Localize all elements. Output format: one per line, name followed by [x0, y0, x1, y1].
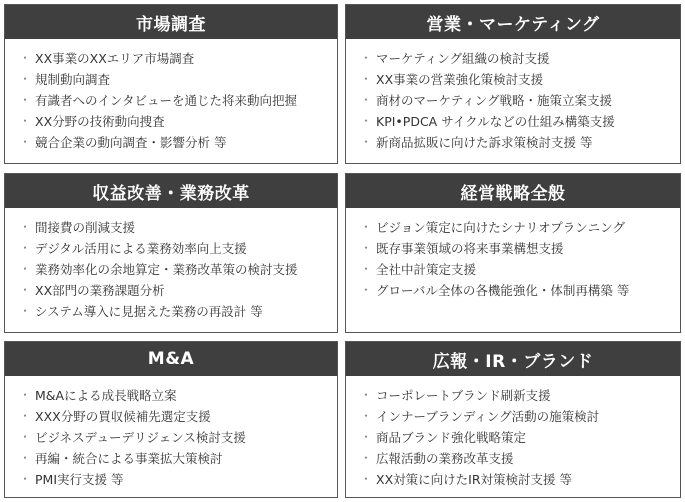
card-profit-improvement	[4, 173, 338, 333]
list-item-text: XX部門の業務課題分析	[35, 283, 165, 298]
bullet-icon: ・	[360, 241, 373, 255]
bullet-icon: ・	[360, 451, 373, 465]
card-pr-ir-brand	[345, 341, 681, 498]
bullet-icon: ・	[360, 262, 373, 276]
bullet-icon: ・	[360, 409, 373, 423]
list-item-text: ビジネスデューデリジェンス検討支援	[35, 430, 246, 445]
bullet-icon: ・	[19, 114, 32, 128]
list-item	[19, 48, 337, 69]
list-item	[19, 90, 337, 111]
bullet-icon: ・	[19, 388, 32, 402]
list-item-text: グローバル全体の各機能強化・体制再構築 等	[376, 283, 630, 298]
list-item-text: XXX分野の買収候補先選定支援	[35, 409, 211, 424]
list-item	[360, 132, 680, 153]
list-item-text: 全社中計策定支援	[376, 262, 477, 277]
card-item-list	[346, 376, 680, 490]
card-m-and-a	[4, 341, 338, 498]
list-item-text: XX分野の技術動向捜査	[35, 114, 165, 129]
list-item	[19, 259, 337, 280]
bullet-icon: ・	[360, 220, 373, 234]
list-item-text: 再編・統合による事業拡大策検討	[35, 451, 223, 466]
list-item-text: 広報活動の業務改革支援	[376, 451, 514, 466]
card-item-list	[346, 39, 680, 153]
card-item-list	[346, 208, 680, 301]
bullet-icon: ・	[360, 72, 373, 86]
list-item	[19, 301, 337, 322]
card-title: M&A	[5, 342, 337, 376]
list-item	[19, 469, 337, 490]
bullet-icon: ・	[19, 304, 32, 318]
list-item	[360, 448, 680, 469]
list-item	[360, 259, 680, 280]
list-item-text: ビジョン策定に向けたシナリオプランニング	[376, 220, 626, 235]
bullet-icon: ・	[360, 114, 373, 128]
list-item	[19, 385, 337, 406]
list-item	[19, 280, 337, 301]
bullet-icon: ・	[19, 283, 32, 297]
list-item	[19, 217, 337, 238]
list-item	[360, 385, 680, 406]
list-item	[360, 427, 680, 448]
list-item-text: KPI•PDCA サイクルなどの仕組み構築支援	[376, 114, 615, 129]
bullet-icon: ・	[19, 135, 32, 149]
list-item	[360, 217, 680, 238]
list-item-text: 業務効率化の余地算定・業務改革策の検討支援	[35, 262, 298, 277]
list-item	[19, 69, 337, 90]
list-item-text: M&Aによる成長戦略立案	[35, 388, 177, 403]
bullet-icon: ・	[360, 430, 373, 444]
bullet-icon: ・	[360, 472, 373, 486]
bullet-icon: ・	[360, 135, 373, 149]
bullet-icon: ・	[19, 51, 32, 65]
bullet-icon: ・	[19, 93, 32, 107]
list-item	[19, 132, 337, 153]
list-item	[360, 469, 680, 490]
list-item	[360, 280, 680, 301]
list-item	[19, 238, 337, 259]
list-item	[360, 69, 680, 90]
list-item-text: 商材のマーケティング戦略・施策立案支援	[376, 93, 613, 108]
card-title: 広報・IR・ブランド	[346, 342, 680, 376]
list-item	[360, 406, 680, 427]
card-title: 経営戦略全般	[346, 174, 680, 208]
list-item-text: 新商品拡販に向けた訴求策検討支援 等	[376, 135, 593, 150]
card-item-list	[5, 376, 337, 490]
bullet-icon: ・	[19, 262, 32, 276]
card-item-list	[5, 208, 337, 322]
list-item-text: システム導入に見据えた業務の再設計 等	[35, 304, 263, 319]
list-item-text: コーポレートブランド刷新支援	[376, 388, 551, 403]
bullet-icon: ・	[19, 472, 32, 486]
list-item-text: XX事業のXXエリア市場調査	[35, 51, 195, 66]
list-item	[19, 111, 337, 132]
list-item-text: 有識者へのインタビューを通じた将来動向把握	[35, 93, 298, 108]
list-item-text: XX事業の営業強化策検討支援	[376, 72, 544, 87]
bullet-icon: ・	[19, 451, 32, 465]
list-item-text: インナーブランディング活動の施策検討	[376, 409, 600, 424]
list-item	[19, 406, 337, 427]
list-item	[360, 48, 680, 69]
card-sales-marketing	[345, 4, 681, 164]
list-item-text: 競合企業の動向調査・影響分析 等	[35, 135, 227, 150]
bullet-icon: ・	[19, 220, 32, 234]
service-grid	[4, 4, 681, 498]
bullet-icon: ・	[19, 241, 32, 255]
list-item-text: マーケティング組織の検討支援	[376, 51, 550, 66]
bullet-icon: ・	[19, 72, 32, 86]
bullet-icon: ・	[360, 388, 373, 402]
list-item	[360, 111, 680, 132]
list-item-text: 規制動向調査	[35, 72, 111, 87]
card-title: 営業・マーケティング	[346, 5, 680, 39]
card-market-research	[4, 4, 338, 164]
list-item	[19, 427, 337, 448]
list-item	[360, 238, 680, 259]
list-item-text: デジタル活用による業務効率向上支援	[35, 241, 247, 256]
list-item-text: 間接費の削減支援	[35, 220, 136, 235]
list-item-text: XX対策に向けたIR対策検討支援 等	[376, 472, 572, 487]
list-item	[19, 448, 337, 469]
list-item-text: PMI実行支援 等	[35, 472, 124, 487]
list-item-text: 既存事業領域の将来事業構想支援	[376, 241, 564, 256]
list-item	[360, 90, 680, 111]
card-title: 収益改善・業務改革	[5, 174, 337, 208]
bullet-icon: ・	[360, 283, 373, 297]
bullet-icon: ・	[360, 51, 373, 65]
bullet-icon: ・	[19, 430, 32, 444]
card-title: 市場調査	[5, 5, 337, 39]
bullet-icon: ・	[19, 409, 32, 423]
list-item-text: 商品ブランド強化戦略策定	[376, 430, 527, 445]
card-item-list	[5, 39, 337, 153]
bullet-icon: ・	[360, 93, 373, 107]
card-corporate-strategy	[345, 173, 681, 333]
